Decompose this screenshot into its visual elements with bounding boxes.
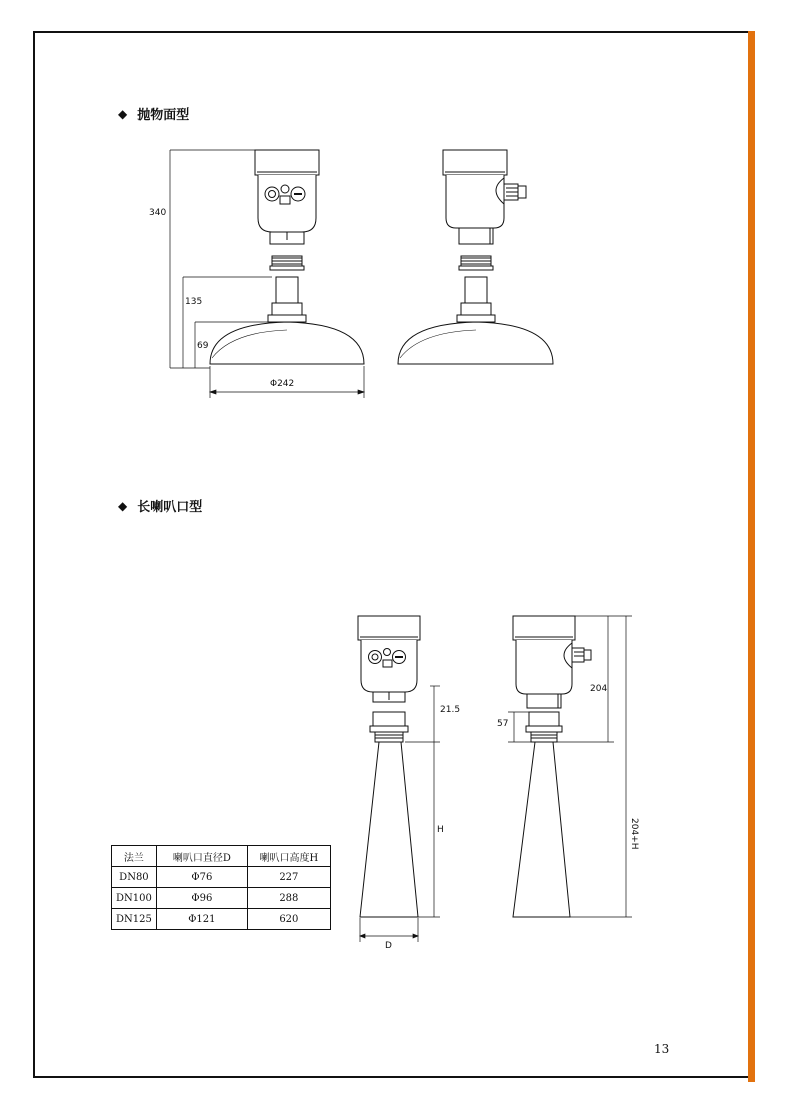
dim-204-plus-h: 204+H	[629, 818, 639, 850]
horn-side-view	[513, 616, 591, 917]
parabolic-front-view	[210, 150, 364, 364]
table-cell: 227	[247, 867, 330, 888]
table-header-row	[112, 846, 331, 867]
table-row	[112, 909, 331, 930]
dim-d: D	[385, 941, 392, 951]
dim-h: H	[437, 825, 444, 835]
table-cell: DN80	[112, 867, 157, 888]
dim-135: 135	[185, 297, 203, 307]
horn-spec-table	[111, 845, 331, 930]
table-header-cell: 法兰	[112, 846, 157, 867]
table-header-cell: 喇叭口高度H	[247, 846, 330, 867]
table-cell: DN100	[112, 888, 157, 909]
section-title: 抛物面型	[137, 108, 190, 123]
dim-diameter-242: Φ242	[270, 379, 295, 389]
table-cell: Φ96	[156, 888, 247, 909]
diamond-bullet-icon: ◆	[118, 106, 128, 121]
section-title: 长喇叭口型	[137, 500, 203, 515]
table-cell: Φ121	[156, 909, 247, 930]
page-number: 13	[654, 1042, 670, 1056]
dim-57: 57	[497, 719, 509, 729]
dim-69: 69	[197, 341, 209, 351]
dim-21-5: 21.5	[440, 705, 461, 715]
horn-front-view	[358, 616, 420, 917]
dim-204: 204	[590, 684, 608, 694]
dim-340: 340	[149, 208, 167, 218]
table-cell: 620	[247, 909, 330, 930]
table-cell: 288	[247, 888, 330, 909]
parabolic-side-view	[398, 150, 553, 364]
table-header-cell: 喇叭口直径D	[156, 846, 247, 867]
table-cell: Φ76	[156, 867, 247, 888]
diamond-bullet-icon: ◆	[118, 498, 128, 513]
table-row	[112, 888, 331, 909]
table-cell: DN125	[112, 909, 157, 930]
table-row	[112, 867, 331, 888]
